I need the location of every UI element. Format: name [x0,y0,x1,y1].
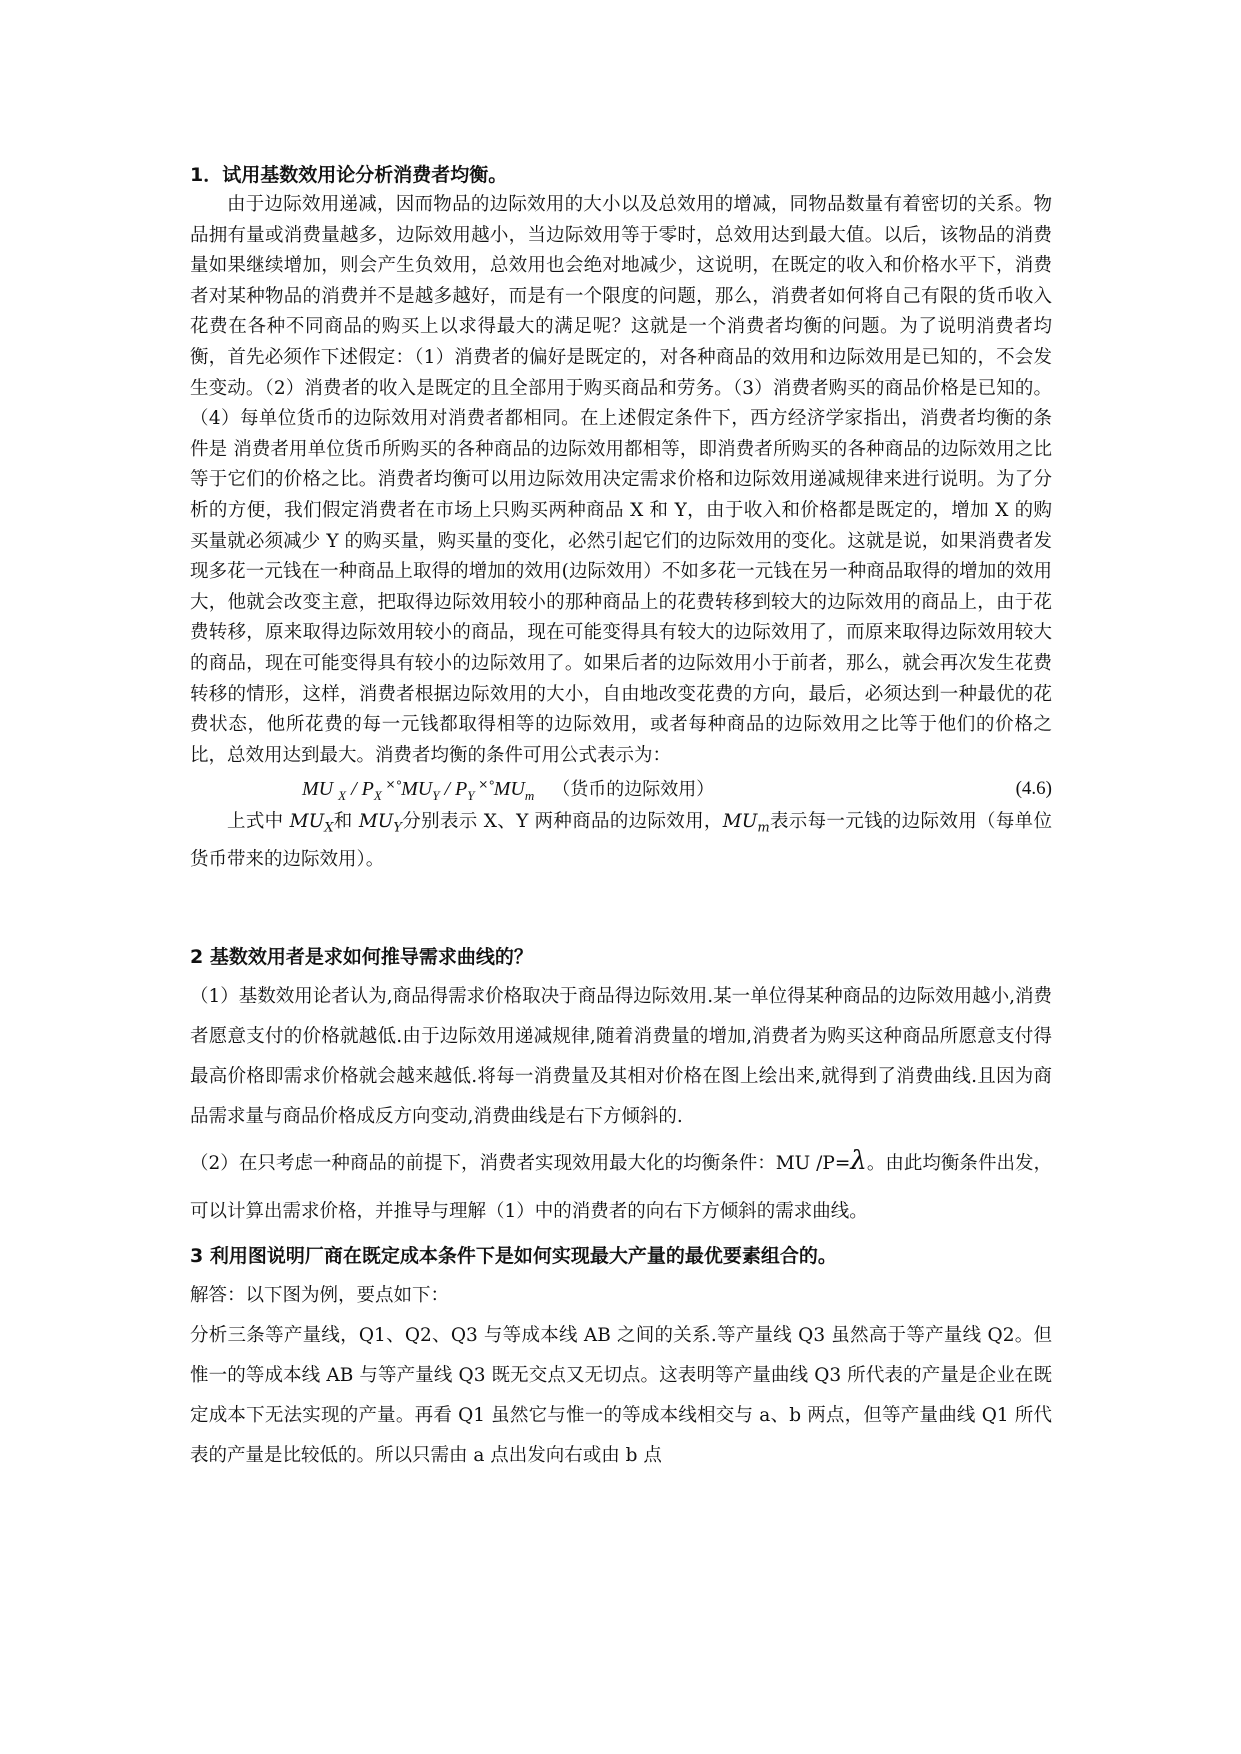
section2-paragraph2: （2）在只考虑一种商品的前提下，消费者实现效用最大化的均衡条件：MU /P=λ。由此均衡条件出发，可以计算出需求价格，并推导与理解（1）中的消费者的向右下方倾斜的需求曲线。 [190,1146,1052,1223]
section1-heading: 1．试用基数效用论分析消费者均衡。 [190,164,508,186]
formula-note: （货币的边际效用） [552,779,715,801]
section3-heading: 3 利用图说明厂商在既定成本条件下是如何实现最大产量的最优要素组合的。 [190,1245,837,1268]
equilibrium-formula [190,771,1052,807]
section1-formula-explanation: 上式中 $MU_X$和 $MU_Y$分别表示 X、Y 两种商品的边际效用，$MU_m$表示每一元钱的边际效用（每单位货币带来的边际效用）。 [190,811,1052,870]
lambda-symbol: λ [850,1146,867,1177]
section2-paragraph1: （1）基数效用论者认为,商品得需求价格取决于商品得边际效用.某一单位得某种商品的边际效用越小,消费者愿意支付的价格就越低.由于边际效用递减规律,随着消费量的增加,消费者为购买这种商品所愿意支付得最高价格即需求价格就会越来越低.将每一消费量及其相对价格在图上绘出来,就得到了消费曲线.且因为商品需求量与商品价格成反方向变动,消费曲线是右下方倾斜的. [190,986,1052,1128]
section3-answer: 解答：以下图为例，要点如下： [190,1285,450,1307]
section2-heading: 2 基数效用者是求如何推导需求曲线的？ [190,946,533,969]
document-page [190,160,1052,1476]
section3-paragraph: 分析三条等产量线，Q1、Q2、Q3 与等成本线 AB 之间的关系.等产量线 Q3 虽然高于等产量线 Q2。但惟一的等成本线 AB 与等产量线 Q3 既无交点又无切点。这表明等产量曲线 Q3 所代表的产量是企业在既定成本下无法实现的产量。再看 Q1 虽然它与惟一的等成本线相交与 a、b 两点，但等产量曲线 Q1 所代表的产量是比较低的。所以只需由 a 点出发向右或由 b 点 [190,1325,1052,1467]
formula-number: (4.6) [1015,778,1052,800]
formula-expression: MU $_X / P_X$ $˟˚MU_Y / P_Y$ $˟˚MU_m$ （货币的边际效用） [302,778,715,804]
section1-paragraph: 由于边际效用递减，因而物品的边际效用的大小以及总效用的增减，同物品数量有着密切的关系。物品拥有量或消费量越多，边际效用越小，当边际效用等于零时，总效用达到最大值。以后，该物品的消费量如果继续增加，则会产生负效用，总效用也会绝对地减少，这说明，在既定的收入和价格水平下，消费者对某种物品的消费并不是越多越好，而是有一个限度的问题，那么，消费者如何将自己有限的货币收入花费在各种不同商品的购买上以求得最大的满足呢？这就是一个消费者均衡的问题。为了说明消费者均衡，首先必须作下述假定：（1）消费者的偏好是既定的，对各种商品的效用和边际效用是已知的，不会发生变动。（2）消费者的收入是既定的且全部用于购买商品和劳务。（3）消费者购买的商品价格是已知的。（4）每单位货币的边际效用对消费者都相同。在上述假定条件下，西方经济学家指出，消费者均衡的条件是 消费者用单位货币所购买的各种商品的边际效用都相等，即消费者所购买的各种商品的边际效用之比等于它们的价格之比。消费者均衡可以用边际效用决定需求价格和边际效用递减规律来进行说明。为了分析的方便，我们假定消费者在市场上只购买两种商品 X 和 Y，由于收入和价格都是既定的，增加 X 的购买量就必须减少 Y 的购买量，购买量的变化，必然引起它们的边际效用的变化。这就是说，如果消费者发现多花一元钱在一种商品上取得的增加的效用(边际效用）不如多花一元钱在另一种商品取得的增加的效用大，他就会改变主意，把取得边际效用较小的那种商品上的花费转移到较大的边际效用的商品上，由于花费转移，原来取得边际效用较小的商品，现在可能变得具有较大的边际效用了，而原来取得边际效用较大的商品，现在可能变得具有较小的边际效用了。如果后者的边际效用小于前者，那么，就会再次发生花费转移的情形，这样，消费者根据边际效用的大小，自由地改变花费的方向，最后，必须达到一种最优的花费状态，他所花费的每一元钱都取得相等的边际效用，或者每种商品的边际效用之比等于他们的价格之比，总效用达到最大。消费者均衡的条件可用公式表示为： [190,194,1052,766]
